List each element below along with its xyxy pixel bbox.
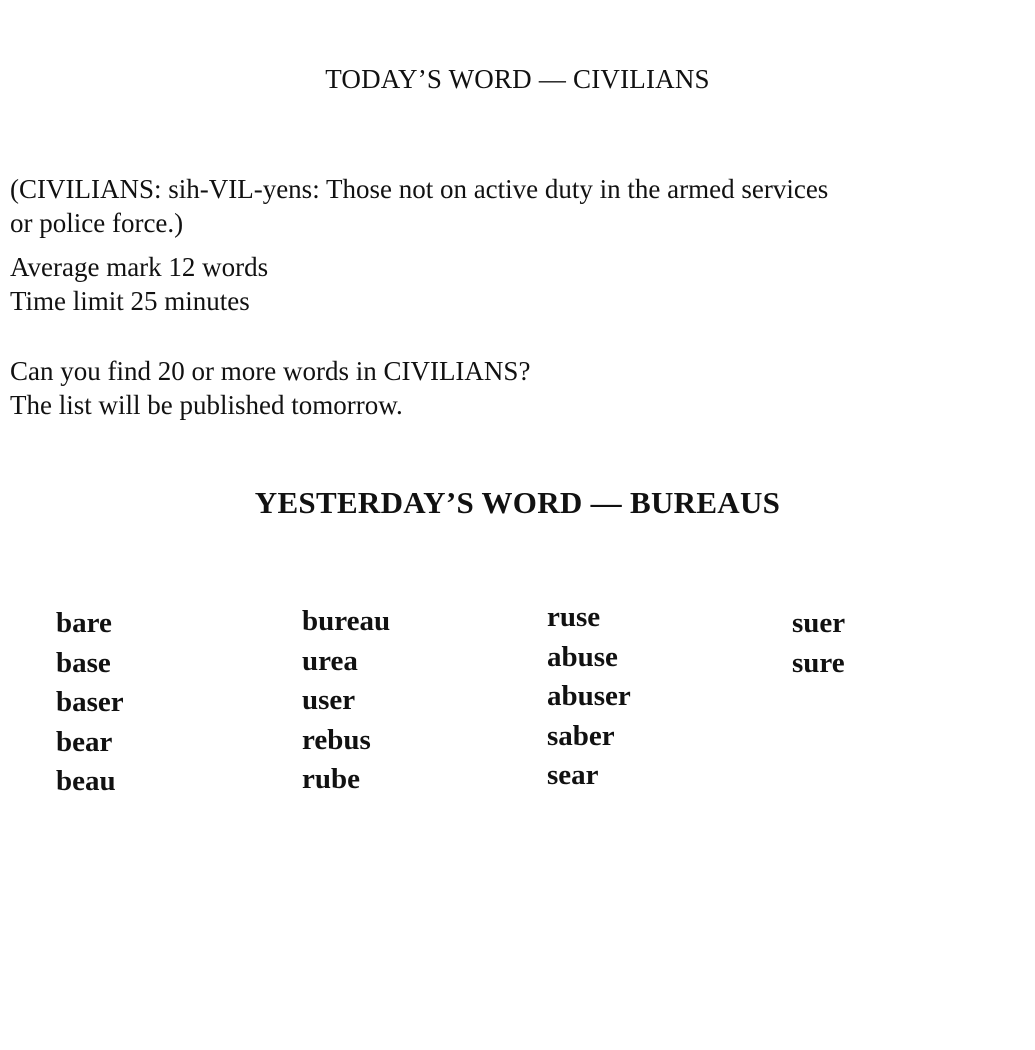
challenge-question: Can you find 20 or more words in CIVILIANS?: [10, 356, 531, 386]
average-mark: Average mark 12 words: [10, 252, 269, 282]
puzzle-stats: [10, 250, 268, 318]
word-item: saber: [547, 719, 615, 752]
word-item: beau: [56, 765, 116, 797]
word-item: rebus: [302, 723, 371, 756]
word-item: urea: [302, 644, 358, 677]
definition-line: (CIVILIANS: sih-VIL-yens: Those not on active duty in the armed services: [10, 174, 829, 204]
yesterdays-word-heading: YESTERDAY’S WORD — BUREAUS: [254, 485, 781, 520]
word-list-column: [56, 604, 124, 802]
word-item: abuser: [547, 680, 631, 712]
word-item: suer: [792, 607, 846, 639]
word-item: sure: [792, 646, 845, 679]
word-item: sear: [547, 759, 599, 791]
word-item: base: [56, 646, 111, 679]
word-item: user: [302, 684, 356, 716]
word-item: abuse: [547, 640, 618, 673]
time-limit: Time limit 25 minutes: [10, 286, 250, 316]
word-list-column: [792, 604, 845, 683]
challenge-text: [10, 354, 530, 422]
publish-note: The list will be published tomorrow.: [10, 390, 403, 420]
word-item: ruse: [547, 601, 601, 633]
word-item: bare: [56, 607, 112, 639]
definition-line: or police force.): [10, 208, 184, 238]
word-item: bear: [56, 725, 113, 758]
word-list-column: [302, 602, 390, 800]
word-list-column: [547, 598, 631, 796]
todays-word-heading: TODAY’S WORD — CIVILIANS: [325, 64, 710, 94]
word-item: rube: [302, 763, 360, 795]
word-item: baser: [56, 686, 124, 718]
word-definition: [10, 172, 1020, 240]
word-item: bureau: [302, 605, 391, 637]
